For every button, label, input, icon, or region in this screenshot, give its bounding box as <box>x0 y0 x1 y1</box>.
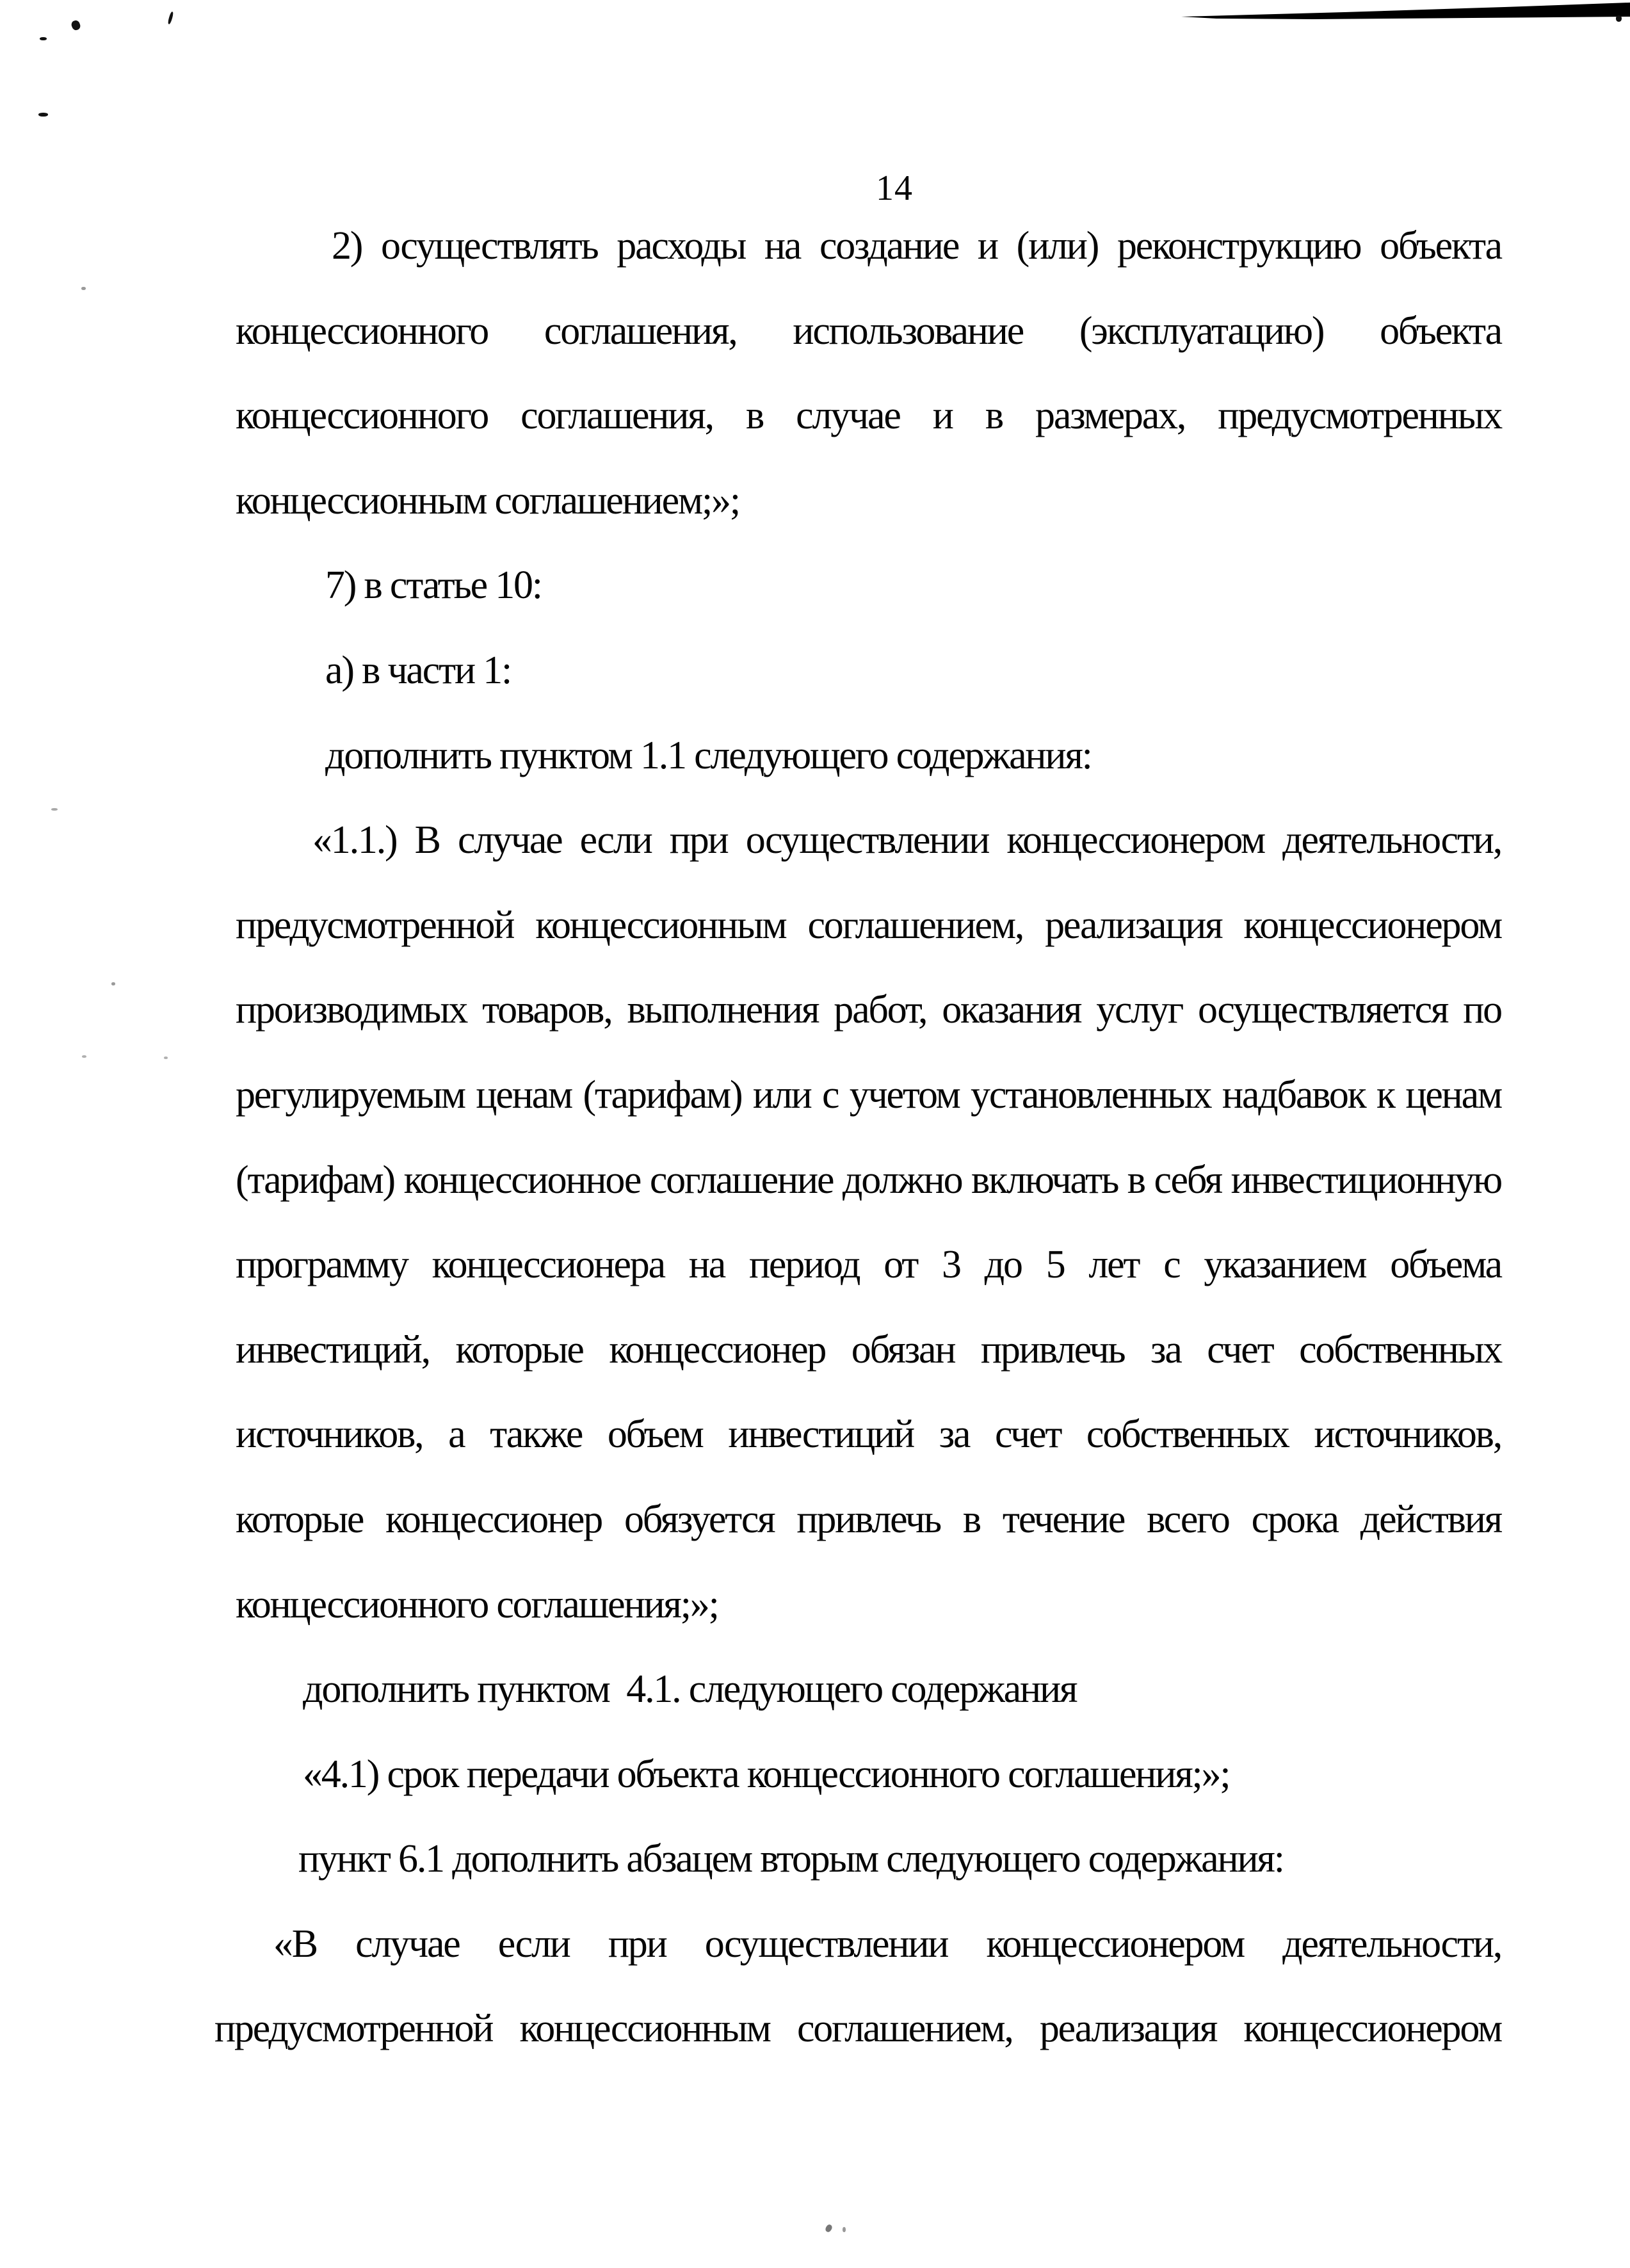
text-line: концессионного соглашения, использование (эксплуатацию) объекта <box>236 309 1501 353</box>
text-line: (тарифам) концессионное соглашение должно включать в себя инвестиционную <box>236 1158 1501 1202</box>
scan-speck-artifact <box>81 287 86 290</box>
text-line: 7) в статье 10: <box>325 563 542 608</box>
scan-speck-artifact <box>825 2224 834 2233</box>
text-line: 2) осуществлять расходы на создание и (или) реконструкцию объекта <box>332 224 1501 268</box>
text-line: дополнить пунктом 4.1. следующего содержания <box>303 1667 1077 1712</box>
text-line: предусмотренной концессионным соглашением, реализация концессионером <box>214 2007 1501 2051</box>
text-column <box>214 204 1501 2071</box>
text-line: а) в части 1: <box>325 648 512 692</box>
text-line: программу концессионера на период от 3 до 5 лет с указанием объема <box>236 1243 1501 1287</box>
text-line: производимых товаров, выполнения работ, оказания услуг осуществляется по <box>236 988 1501 1032</box>
text-line: регулируемым ценам (тарифам) или с учетом установленных надбавок к ценам <box>236 1073 1501 1117</box>
text-line: предусмотренной концессионным соглашением, реализация концессионером <box>236 903 1501 947</box>
scan-speck-artifact <box>1616 15 1622 22</box>
scan-streak-artifact <box>0 0 1630 38</box>
text-line: «1.1.) В случае если при осуществлении концессионером деятельности, <box>312 818 1501 863</box>
scan-speck-artifact <box>40 37 47 40</box>
text-line: источников, а также объем инвестиций за счет собственных источников, <box>236 1413 1501 1457</box>
text-line: концессионным соглашением;»; <box>236 478 739 522</box>
scan-speck-artifact <box>82 1055 86 1058</box>
text-line: «В случае если при осуществлении концессионером деятельности, <box>273 1922 1501 1966</box>
text-line: «4.1) срок передачи объекта концессионного соглашения;»; <box>303 1752 1230 1796</box>
scan-speck-artifact <box>51 808 58 811</box>
text-line: дополнить пунктом 1.1 следующего содержания: <box>325 733 1092 777</box>
text-line: концессионного соглашения;»; <box>236 1582 718 1626</box>
scan-speck-artifact <box>111 982 115 985</box>
scan-speck-artifact <box>843 2227 846 2232</box>
text-line: которые концессионер обязуется привлечь в течение всего срока действия <box>236 1497 1501 1541</box>
text-line: инвестиций, которые концессионер обязан привлечь за счет собственных <box>236 1327 1501 1372</box>
scan-speck-artifact <box>164 1057 168 1059</box>
scan-speck-artifact <box>38 113 48 117</box>
text-line: концессионного соглашения, в случае и в размерах, предусмотренных <box>236 394 1501 438</box>
text-line: пункт 6.1 дополнить абзацем вторым следующего содержания: <box>298 1837 1284 1881</box>
page-number: 14 <box>876 168 913 208</box>
